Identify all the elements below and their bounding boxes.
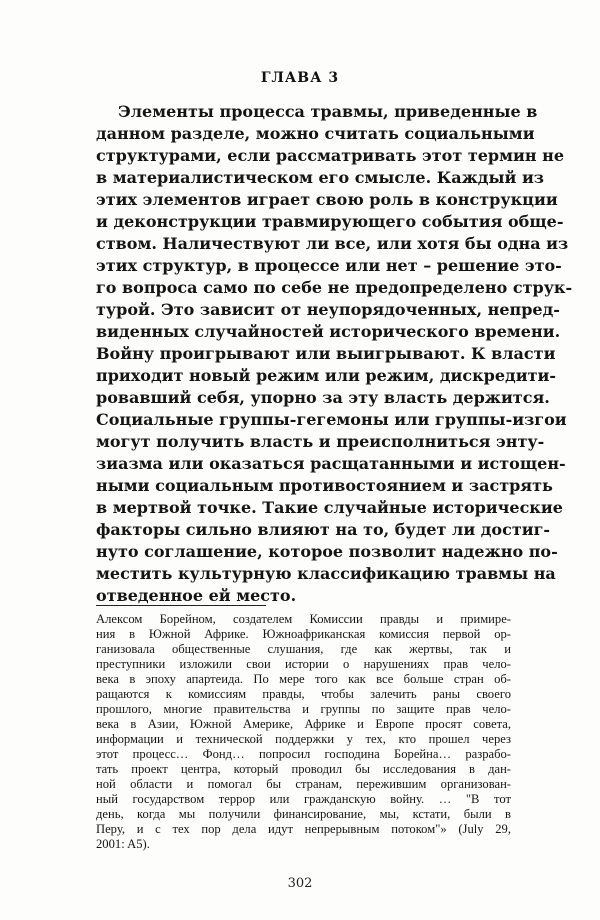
body-line: Элементы процесса травмы, приведенные в — [118, 102, 538, 121]
body-line: нуто соглашение, которое позволит надежно по- — [96, 542, 558, 561]
body-line: и деконструкции травмирующего события обще- — [96, 212, 564, 231]
footnote-line: века в эпоху апартеида. По мере того как все больше стран об- — [96, 672, 511, 686]
body-line: Войну проигрывают или выигрывают. К власти — [96, 344, 556, 363]
footnote-line: ращаются к комиссиям правды, чтобы залечить раны своего — [96, 687, 511, 701]
body-line: приходит новый режим или режим, дискредити- — [96, 366, 556, 385]
footnote-divider — [96, 605, 266, 606]
footnote-line: 2001: A5). — [96, 837, 150, 851]
body-line: в мертвой точке. Такие случайные исторические — [96, 498, 563, 517]
footnote-line: ганизовала общественные слушания, где как жертвы, так и — [96, 642, 511, 656]
footnote-line: этот процесс… Фонд… попросил господина Борейна… разрабо- — [96, 747, 511, 761]
body-line: зиазма или оказаться расщатанными и истощен- — [96, 454, 566, 473]
chapter-header: ГЛАВА 3 — [260, 70, 340, 86]
body-line: ными социальным противостоянием и застрять — [96, 476, 553, 495]
body-line: турой. Это зависит от неупорядоченных, непред- — [96, 300, 560, 319]
body-line: этих элементов играет свою роль в конструкции — [96, 190, 558, 209]
body-line: местить культурную классификацию травмы на — [96, 564, 556, 583]
body-line: отведенное ей место. — [96, 586, 297, 605]
body-line: факторы сильно влияют на то, будет ли достиг- — [96, 520, 551, 539]
footnote-line: ный государством террор или гражданскую войну. … "В тот — [96, 792, 511, 806]
footnote-line: тать проект центра, который проводил бы исследования в дан- — [96, 762, 511, 776]
body-line: могут получить власть и преисполниться энту- — [96, 432, 545, 451]
footnote-line: ной области и помогал бы странам, пережившим организован- — [96, 777, 511, 791]
footnote-line: информации и технической поддержки у тех, кто прошел через — [96, 732, 511, 746]
body-line: го вопроса само по себе не предопределено струк- — [96, 278, 573, 297]
footnote-line: Алексом Борейном, создателем Комиссии правды и примире- — [96, 612, 511, 626]
page-number: 302 — [287, 876, 313, 891]
body-line: в материалистическом его смысле. Каждый из — [96, 168, 545, 187]
footnote-line: день, когда мы получили финансирование, мы, кстати, были в — [96, 807, 511, 821]
body-line: ровавший себя, упорно за эту власть держится. — [96, 388, 550, 407]
body-line: виденных случайностей исторического времени. — [96, 322, 561, 341]
footnote-line: прошлого, многие правительства и группы по защите прав чело- — [96, 702, 511, 716]
body-line: структурами, если рассматривать этот термин не — [96, 146, 565, 165]
footnote-line: века в Азии, Южной Америке, Африке и Европе просят совета, — [96, 717, 511, 731]
footnote-line: ния в Южной Африке. Южноафриканская комиссия первой ор- — [96, 627, 511, 641]
footnote-line: преступники изложили свои истории о нарушениях прав чело- — [96, 657, 511, 671]
body-line: этих структур, в процессе или нет – решение это- — [96, 256, 562, 275]
footnote-line: Перу, и с тех пор дела идут непрерывным потоком"» (July 29, — [96, 822, 511, 836]
body-line: ством. Наличествуют ли все, или хотя бы одна из — [96, 234, 569, 253]
body-line: данном разделе, можно считать социальными — [96, 124, 535, 143]
body-line: Социальные группы-гегемоны или группы-изгои — [96, 410, 567, 429]
